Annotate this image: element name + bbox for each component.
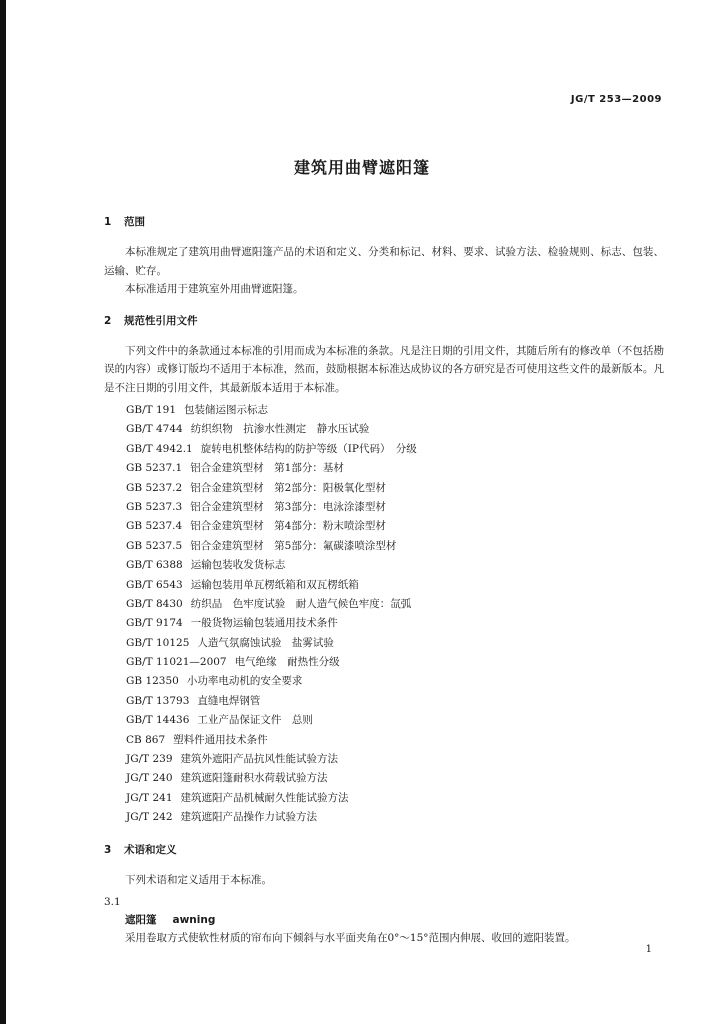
- reference-code: JG/T 240: [126, 772, 173, 785]
- reference-code: GB 5237.5: [126, 539, 183, 552]
- reference-item: [126, 517, 664, 536]
- reference-title: 一般货物运输包装通用技术条件: [190, 617, 338, 630]
- reference-code: GB 5237.2: [126, 481, 183, 494]
- reference-title: 铝合金建筑型材 第1部分：基材: [190, 462, 344, 475]
- reference-code: GB 5237.4: [126, 520, 183, 533]
- reference-item: [126, 595, 664, 614]
- reference-item: [126, 440, 664, 459]
- reference-title: 包装储运图示标志: [184, 404, 269, 416]
- reference-item: [126, 789, 664, 808]
- reference-code: GB/T 9174: [126, 617, 183, 630]
- reference-item: [126, 672, 664, 691]
- term-english: awning: [172, 914, 216, 927]
- reference-code: GB/T 6543: [126, 578, 183, 591]
- reference-code: GB/T 11021—2007: [126, 656, 227, 669]
- reference-item: [126, 420, 664, 439]
- normative-refs-intro: 下列文件中的条款通过本标准的引用而成为本标准的条款。凡是注日期的引用文件，其随后所有的修改单（不包括勘误的内容）或修订版均不适用于本标准，然而，鼓励根据本标准达成协议的各方研究是否可使用这些文件的最新版本。凡是不注日期的引用文件，其最新版本适用于本标准。: [104, 344, 664, 394]
- section-title: 规范性引用文件: [124, 314, 198, 327]
- section-1-heading: [104, 214, 664, 231]
- reference-title: 建筑遮阳产品机械耐久性能试验方法: [180, 791, 349, 804]
- reference-title: 电气绝缘 耐热性分级: [234, 656, 340, 669]
- reference-code: GB 12350: [126, 675, 179, 688]
- reference-item: [126, 401, 664, 420]
- reference-code: GB/T 14436: [126, 714, 190, 727]
- reference-code: GB/T 4744: [126, 423, 183, 436]
- reference-item: [126, 537, 664, 556]
- section-2-heading: [104, 313, 664, 330]
- term-number: 3.1: [104, 896, 121, 909]
- reference-code: CB 867: [126, 733, 166, 746]
- reference-title: 旋转电机整体结构的防护等级（IP代码） 分级: [200, 442, 417, 455]
- reference-title: 直缝电焊钢管: [197, 694, 261, 707]
- reference-title: 人造气氛腐蚀试验 盐雾试验: [197, 636, 334, 649]
- reference-item: [126, 769, 664, 788]
- section-title: 术语和定义: [124, 843, 177, 856]
- reference-code: GB/T 191: [126, 404, 177, 416]
- reference-item: [126, 576, 664, 595]
- reference-title: 小功率电动机的安全要求: [186, 675, 303, 688]
- reference-title: 建筑遮阳篷耐积水荷载试验方法: [180, 772, 328, 785]
- reference-title: 建筑外遮阳产品抗风性能试验方法: [180, 753, 339, 766]
- reference-item: [126, 750, 664, 769]
- terms-intro: 下列术语和定义适用于本标准。: [125, 873, 272, 886]
- reference-code: JG/T 241: [126, 791, 173, 804]
- section-number: 2: [104, 314, 112, 327]
- reference-item: [126, 479, 664, 498]
- reference-title: 工业产品保证文件 总则: [197, 714, 313, 727]
- reference-code: GB/T 6388: [126, 559, 183, 572]
- section-title: 范围: [124, 216, 145, 228]
- reference-code: JG/T 239: [126, 753, 173, 766]
- reference-title: 运输包装用单瓦楞纸箱和双瓦楞纸箱: [190, 578, 359, 591]
- reference-code: GB/T 10125: [126, 636, 190, 649]
- reference-item: [126, 634, 664, 653]
- reference-item: [126, 653, 664, 672]
- reference-item: [126, 498, 664, 517]
- reference-title: 运输包装收发货标志: [190, 559, 286, 572]
- reference-title: 铝合金建筑型材 第5部分：氟碳漆喷涂型材: [190, 539, 397, 552]
- reference-item: [126, 731, 664, 750]
- page-number: 1: [645, 944, 652, 955]
- scan-edge-bar: [0, 0, 6, 1024]
- reference-item: [126, 556, 664, 575]
- reference-list: [104, 401, 664, 828]
- reference-code: GB 5237.3: [126, 500, 183, 513]
- reference-item: [126, 459, 664, 478]
- reference-title: 铝合金建筑型材 第4部分：粉末喷涂型材: [190, 520, 386, 533]
- document-code: JG/T 253—2009: [570, 94, 662, 105]
- reference-title: 纺织织物 抗渗水性测定 静水压试验: [190, 423, 370, 436]
- section-3-heading: [104, 842, 664, 859]
- reference-item: [126, 711, 664, 730]
- reference-title: 铝合金建筑型材 第2部分：阳极氧化型材: [190, 481, 386, 494]
- reference-title: 建筑遮阳产品操作力试验方法: [180, 811, 318, 824]
- term-heading: [104, 911, 664, 929]
- reference-item: [126, 614, 664, 633]
- reference-code: GB/T 4942.1: [126, 442, 193, 455]
- term-definition: 采用卷取方式使软性材质的帘布向下倾斜与水平面夹角在0°～15°范围内伸展、收回的遮阳装置。: [125, 932, 576, 945]
- scope-paragraph-1: 本标准规定了建筑用曲臂遮阳篷产品的术语和定义、分类和标记、材料、要求、试验方法、检验规则、标志、包装、运输、贮存。: [104, 246, 664, 277]
- reference-code: JG/T 242: [126, 811, 173, 824]
- reference-code: GB 5237.1: [126, 462, 183, 475]
- reference-code: GB/T 13793: [126, 694, 190, 707]
- reference-title: 塑料件通用技术条件: [173, 733, 268, 746]
- scope-paragraph-2: 本标准适用于建筑室外用曲臂遮阳篷。: [125, 283, 304, 295]
- reference-code: GB/T 8430: [126, 597, 183, 610]
- reference-title: 纺织品 色牢度试验 耐人造气候色牢度：氙弧: [190, 597, 412, 610]
- term-chinese: 遮阳篷: [125, 914, 157, 927]
- document-title: 建筑用曲臂遮阳篷: [293, 158, 430, 177]
- reference-item: [126, 808, 664, 827]
- reference-title: 铝合金建筑型材 第3部分：电泳涂漆型材: [190, 500, 386, 513]
- section-number: 1: [104, 216, 112, 228]
- reference-item: [126, 692, 664, 711]
- section-number: 3: [104, 843, 112, 856]
- document-body: [104, 214, 664, 948]
